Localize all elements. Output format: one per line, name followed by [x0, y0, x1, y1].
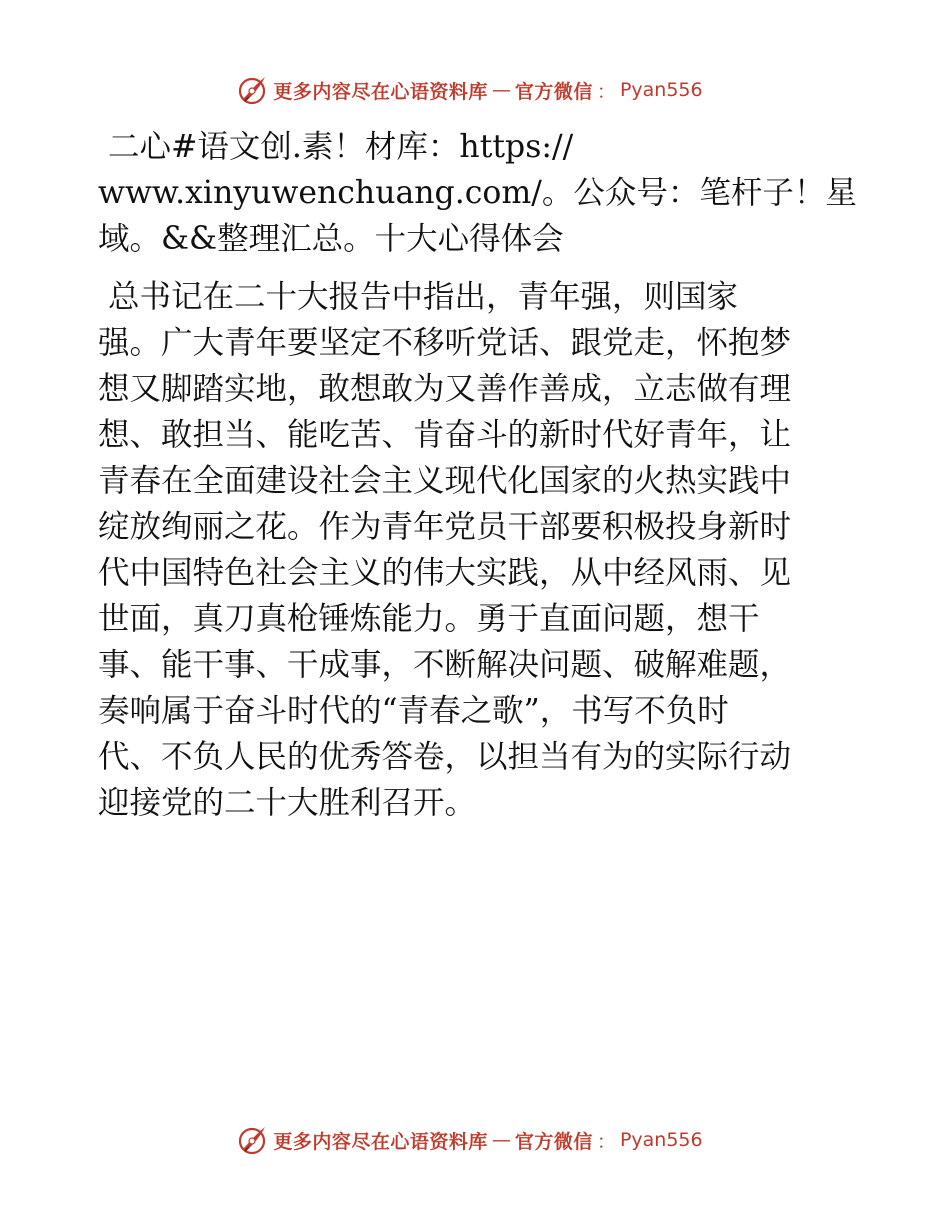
main-line: 迎接党的二十大胜利召开。	[98, 785, 477, 821]
header-banner-label: 官方微信	[514, 80, 593, 103]
footer-banner-label: 官方微信	[514, 1130, 593, 1153]
intro-line: 二心#语文创.素！材库：https://	[98, 129, 574, 165]
main-line: 绽放绚丽之花。作为青年党员干部要积极投身新时	[98, 509, 792, 545]
main-line: 想又脚踏实地，敢想敢为又善作善成，立志做有理	[98, 371, 792, 407]
header-banner-id: Pyan556	[619, 79, 703, 101]
header-banner-dash: —	[491, 79, 511, 101]
footer-banner-text: 更多内容尽在心语资料库	[273, 1130, 488, 1153]
intro-line: 域。&&整理汇总。十大心得体会	[98, 221, 564, 257]
footer-banner-id: Pyan556	[619, 1129, 703, 1151]
main-line: 想、敢担当、能吃苦、肯奋斗的新时代好青年，让	[98, 417, 792, 453]
quill-pen-logo-icon	[235, 73, 269, 107]
main-line: 奏响属于奋斗时代的“青春之歌”，书写不负时	[98, 693, 729, 729]
main-line: 代中国特色社会主义的伟大实践，从中经风雨、见	[98, 555, 792, 591]
footer-banner-dash: —	[491, 1129, 511, 1151]
main-line: 事、能干事、干成事，不断解决问题、破解难题，	[98, 647, 792, 683]
main-line: 总书记在二十大报告中指出，青年强，则国家	[98, 279, 739, 315]
main-line: 强。广大青年要坚定不移听党话、跟党走，怀抱梦	[98, 325, 792, 361]
header-banner-text: 更多内容尽在心语资料库	[273, 80, 488, 103]
main-line: 世面，真刀真枪锤炼能力。勇于直面问题，想干	[98, 601, 760, 637]
header-banner-inner	[235, 73, 702, 107]
footer-banner-separator: ：	[596, 1130, 616, 1153]
main-line: 青春在全面建设社会主义现代化国家的火热实践中	[98, 463, 792, 499]
footer-banner	[0, 1120, 950, 1160]
footer-banner-inner	[235, 1123, 702, 1157]
quill-pen-logo-icon	[235, 1123, 269, 1157]
intro-line: www.xinyuwenchuang.com/。公众号：笔杆子！星	[98, 175, 857, 211]
document-body	[98, 124, 858, 826]
header-banner-separator: ：	[596, 80, 616, 103]
main-paragraph	[98, 274, 858, 826]
intro-paragraph	[98, 124, 858, 262]
header-banner	[0, 70, 950, 110]
main-line: 代、不负人民的优秀答卷，以担当有为的实际行动	[98, 739, 792, 775]
